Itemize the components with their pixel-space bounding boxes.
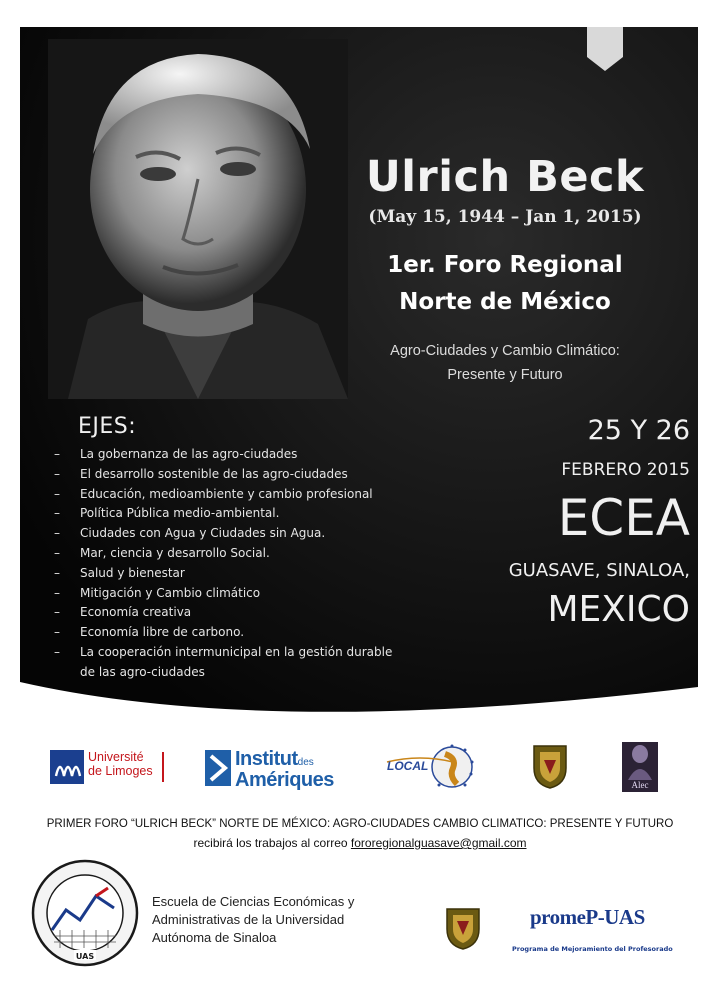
forum-subtitle-line1: Agro-Ciudades y Cambio Climático: bbox=[390, 343, 620, 359]
ejes-item: – Política Pública medio-ambiental. bbox=[54, 506, 280, 521]
small-crest-icon bbox=[442, 905, 484, 951]
info-line2-prefix: recibirá los trabajos al correo bbox=[193, 836, 351, 850]
email-link[interactable]: fororegionalguasave@gmail.com bbox=[350, 836, 527, 850]
info-line2 bbox=[0, 836, 720, 850]
ameriques-mark-icon bbox=[205, 750, 231, 786]
limoges-line2: de Limoges bbox=[88, 764, 153, 778]
school-line3: Autónoma de Sinaloa bbox=[152, 930, 277, 945]
event-days: 25 Y 26 bbox=[587, 415, 690, 446]
forum-subtitle-line2: Presente y Futuro bbox=[447, 367, 563, 383]
ameriques-des: des bbox=[297, 757, 314, 768]
ejes-item: – El desarrollo sostenible de las agro-ciudades bbox=[54, 466, 348, 481]
promep-text: promeP-UAS bbox=[530, 905, 645, 929]
ejes-item: – Mar, ciencia y desarrollo Social. bbox=[54, 545, 270, 560]
local-logo bbox=[385, 744, 475, 790]
ejes-item: – Educación, medioambiente y cambio profesional bbox=[54, 486, 373, 501]
info-line1: PRIMER FORO “ULRICH BECK” NORTE DE MÉXICO: AGRO-CIUDADES CAMBIO CLIMATICO: PRESENTE Y FUTURO bbox=[46, 818, 674, 830]
institut-ameriques-logo bbox=[205, 748, 355, 791]
speaker-dates: (May 15, 1944 – Jan 1, 2015) bbox=[368, 207, 642, 227]
ejes-item: – Economía creativa bbox=[54, 605, 192, 620]
alec-figure-icon bbox=[622, 742, 658, 780]
school-name bbox=[152, 893, 382, 947]
alec-logo bbox=[622, 742, 658, 792]
event-venue: ECEA bbox=[557, 489, 690, 547]
promep-subtitle: Programa de Mejoramiento del Profesorado bbox=[512, 945, 673, 953]
poster-banner bbox=[20, 27, 698, 730]
ejes-item: – Mitigación y Cambio climático bbox=[54, 585, 261, 600]
sponsor-logos bbox=[0, 738, 720, 798]
crest-icon bbox=[530, 742, 570, 790]
ejes-item-continuation: de las agro-ciudades bbox=[80, 664, 205, 679]
bookmark-icon bbox=[587, 27, 623, 71]
alec-text: Alec bbox=[631, 780, 649, 790]
ejes-item: – La gobernanza de las agro-ciudades bbox=[54, 447, 298, 461]
ameriques-line1: Institut bbox=[235, 748, 298, 770]
event-month: FEBRERO 2015 bbox=[561, 460, 690, 480]
limoges-line1: Université bbox=[88, 750, 144, 764]
event-city: GUASAVE, SINALOA, bbox=[508, 560, 690, 581]
seal-text: UAS bbox=[75, 952, 95, 961]
ameriques-line2: Amériques bbox=[235, 769, 334, 791]
forum-title-line1: 1er. Foro Regional bbox=[387, 252, 623, 278]
ejes-item: – Economía libre de carbono. bbox=[54, 625, 245, 640]
ejes-list bbox=[54, 445, 394, 683]
promep-logo bbox=[512, 903, 694, 963]
uas-seal-icon bbox=[30, 858, 140, 968]
speaker-name: Ulrich Beck bbox=[365, 152, 645, 202]
event-country: MEXICO bbox=[547, 589, 690, 630]
ejes-item: – Salud y bienestar bbox=[54, 565, 185, 580]
limoges-mark-icon bbox=[50, 750, 84, 784]
school-line2: Administrativas de la Universidad bbox=[152, 912, 345, 927]
ejes-item: – La cooperación intermunicipal en la gestión durable bbox=[54, 644, 393, 659]
ejes-item: – Ciudades con Agua y Ciudades sin Agua. bbox=[54, 526, 326, 541]
school-line1: Escuela de Ciencias Económicas y bbox=[152, 894, 355, 909]
forum-title-line2: Norte de México bbox=[399, 289, 611, 315]
portrait-photo bbox=[48, 39, 348, 399]
local-text: LOCAL bbox=[387, 759, 429, 773]
limoges-logo bbox=[50, 750, 170, 786]
ejes-heading: EJES: bbox=[78, 414, 137, 439]
